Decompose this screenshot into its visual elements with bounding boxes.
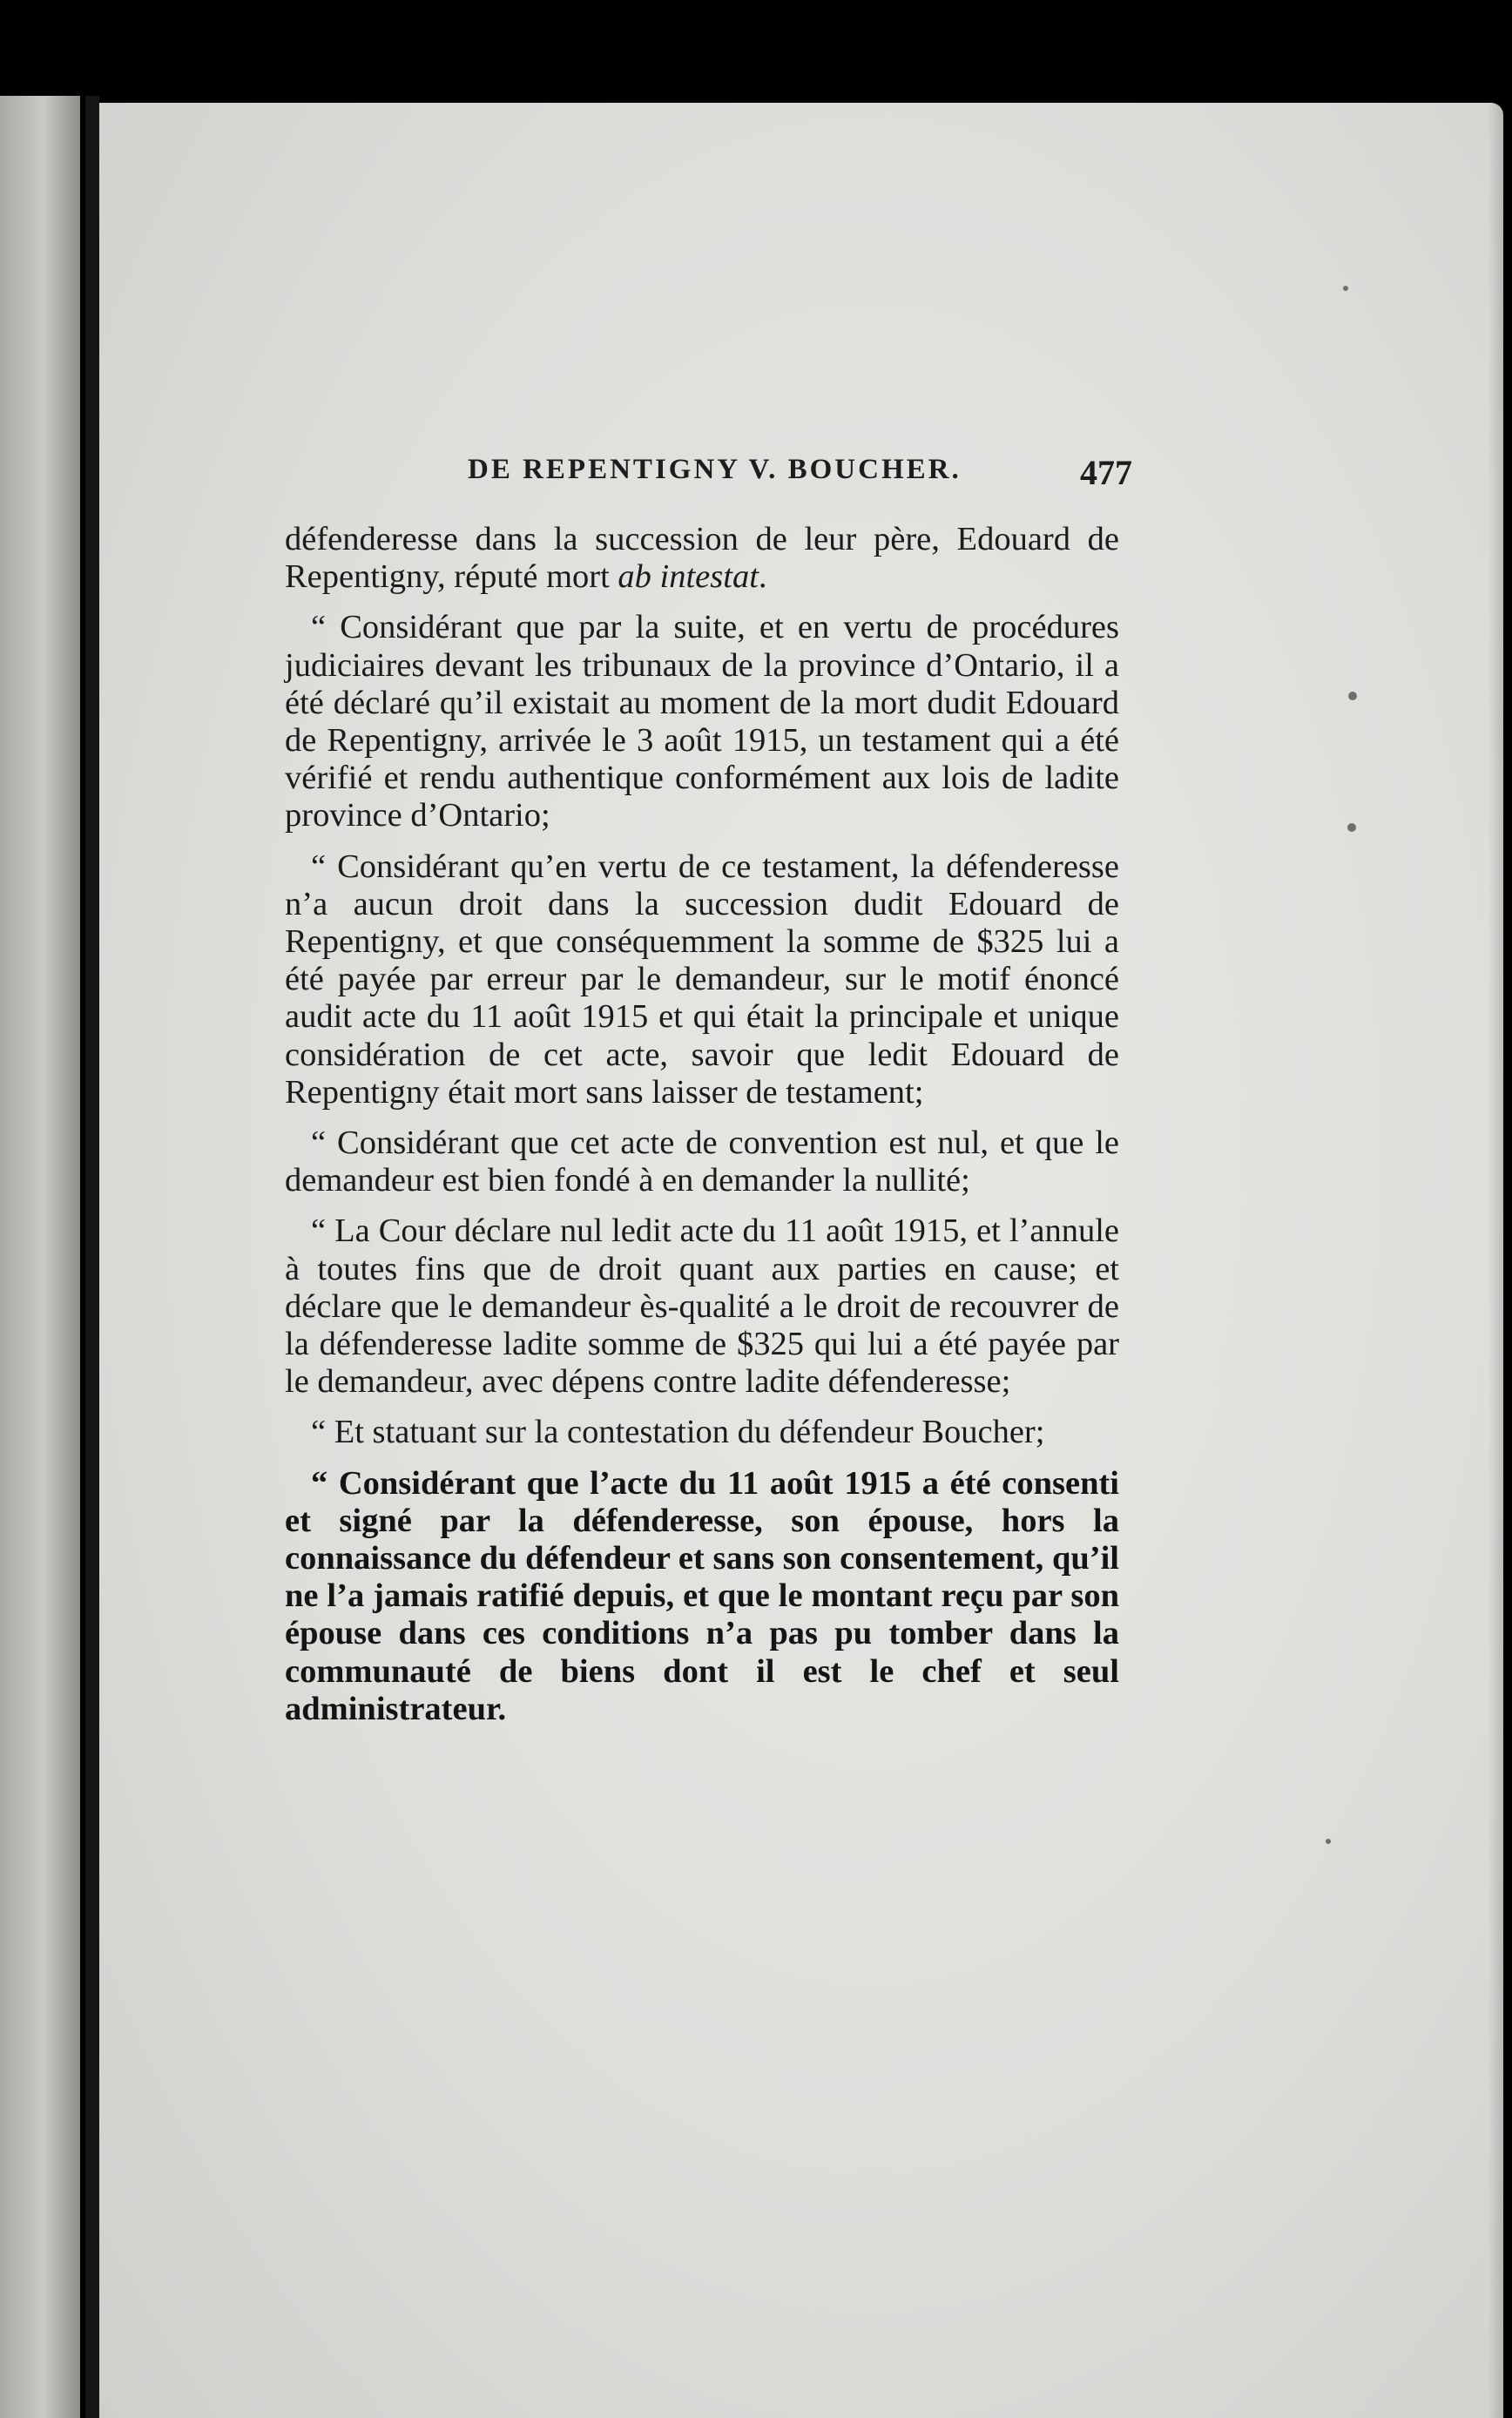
book-spine-strip: [0, 96, 80, 2418]
page-number: 477: [1080, 453, 1132, 492]
paragraph-continuation: [285, 521, 1119, 596]
paragraph-considerant-nullite: “ Considérant que cet acte de convention est nul, et que le demandeur est bien fondé à en demander la nullité;: [285, 1125, 1119, 1199]
paragraph-contestation: “ Et statuant sur la contestation du défendeur Boucher;: [311, 1414, 1045, 1451]
paper-speck: [1347, 823, 1356, 832]
gutter-shadow: [85, 96, 99, 2418]
paper-speck: [1326, 1839, 1331, 1844]
paragraph-1-end: .: [758, 558, 767, 596]
paper-speck: [1348, 692, 1357, 700]
paragraph-cour-declare: “ La Cour déclare nul ledit acte du 11 août 1915, et l’annule à toutes fins que de droit quant aux parties en cause; et déclare que le demandeur ès-qualité a le droit de recouvrer de la défenderesse ladite somme de $325 qui lui a été payée par le demandeur, avec dépens contre ladite défenderesse;: [285, 1212, 1119, 1401]
body-text: [285, 521, 1119, 1741]
italic-phrase: ab intestat: [618, 558, 759, 596]
paragraph-1-text: défenderesse dans la succession de leur père, Edouard de Repentigny, réputé mort: [285, 521, 1119, 596]
paragraph-considerant-testament: “ Considérant que par la suite, et en vertu de procédures judiciaires devant les tribunaux de la province d’Ontario, il a été déclaré qu’il existait au moment de la mort dudit Edouard de Repentigny, arrivée le 3 août 1915, un testament qui a été vérifié et rendu authentique conformément aux lois de ladite province d’Ontario;: [285, 609, 1119, 834]
paragraph-considerant-acte: “ Considérant que l’acte du 11 août 1915 a été consenti et signé par la défenderesse, son épouse, hors la connaissance du défendeur et sans son consentement, qu’il ne l’a jamais ratifié depuis, et que le montant reçu par son épouse dans ces conditions n’a pas pu tomber dans la communauté de biens dont il est le chef et seul administrateur.: [285, 1464, 1119, 1727]
running-header: [358, 452, 1132, 496]
page-edge-shadow: [1488, 103, 1503, 2418]
paragraph-considerant-droit: “ Considérant qu’en vertu de ce testament, la défenderesse n’a aucun droit dans la succession dudit Edouard de Repentigny, et que conséquemment la somme de $325 lui a été payée par erreur par le demandeur, sur le motif énoncé audit acte du 11 août 1915 et qui était la principale et unique considération de cet acte, savoir que ledit Edouard de Repentigny était mort sans laisser de testament;: [285, 848, 1119, 1111]
paper-speck: [1343, 286, 1348, 291]
running-title: DE REPENTIGNY V. BOUCHER.: [468, 454, 962, 485]
